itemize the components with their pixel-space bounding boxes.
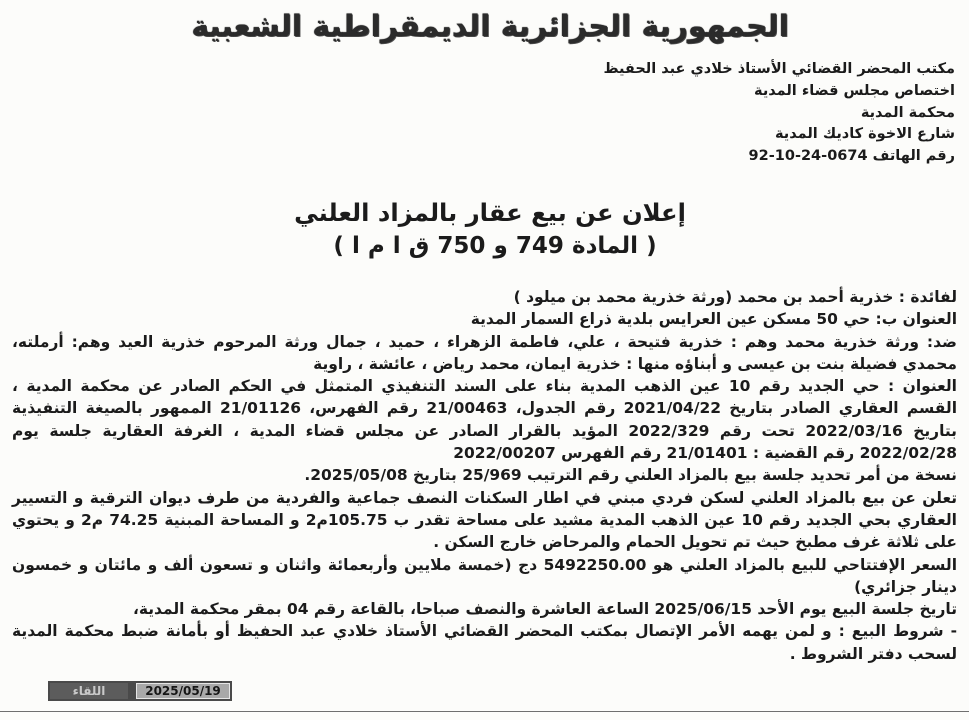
bottom-divider <box>0 711 969 712</box>
newspaper-name: اللقاء <box>50 683 128 699</box>
opening-price-line: السعر الإفتتاحي للبيع بالمزاد العلني هو 5492250.00 دج (خمسة ملايين وأربعمائة واثنان و تسعون ألف و مائتان و خمسون <box>12 555 957 574</box>
notice-body <box>12 286 957 665</box>
case-number-line: 2022/02/28 رقم القضية : 21/01401 رقم الفهرس 2022/00207 <box>453 444 957 463</box>
sale-conditions-line: - شروط البيع : و لمن يهمه الأمر الإتصال بمكتب المحضر القضائي الأستاذ خلادي عبد الحفيظ أو بأمانة ضبط محكمة المدية <box>12 622 957 641</box>
sale-conditions-continued-line: لسحب دفتر الشروط . <box>789 644 957 663</box>
sale-announcement-line: تعلن عن بيع بالمزاد العلني لسكن فردي مبني في اطار السكنات النصف جماعية والفردية من طرف ديوان الترقية و التسيير <box>12 488 957 507</box>
judgment-details-line: القسم العقاري الصادر بتاريخ 2021/04/22 رقم الجدول، 21/00463 رقم الفهرس، 21/01126 الممهور بالصيغة التنفيذية <box>12 399 958 418</box>
sale-session-date-line: تاريخ جلسة البيع يوم الأحد 2025/06/15 الساعة العاشرة والنصف صباحا، بالقاعة رقم 04 بمقر محكمة المدية، <box>132 600 957 619</box>
office-jurisdiction: اختصاص مجلس قضاء المدية <box>754 82 955 99</box>
office-address: شارع الاخوة كاديك المدية <box>775 126 955 143</box>
opening-price-continued-line: دينار جزائري) <box>854 577 957 596</box>
beneficiary-line: لفائدة : خذرية أحمد بن محمد (ورثة خذرية محمد بن ميلود ) <box>513 288 957 306</box>
defendants-continued-line: محمدي فضيلة بنت بن عيسى و أبناؤه منها : خذرية ايمان، محمد رياض ، عائشة ، راوية <box>313 354 957 373</box>
publication-date: 2025/05/19 <box>136 683 230 699</box>
enforcement-details-line: بتاريخ 2022/03/16 تحت رقم 2022/329 المؤيد بالقرار الصادر عن مجلس قضاء المدية ، الغرفة العقارية جلسة يوم <box>12 421 957 440</box>
republic-header: الجمهورية الجزائرية الديمقراطية الشعبية <box>191 9 789 44</box>
beneficiary-address-line: العنوان ب: حي 50 مسكن عين العرايس بلدية ذراع السمار المدية <box>470 310 957 329</box>
bailiff-office-info <box>575 59 955 168</box>
auction-order-line: نسخة من أمر تحديد جلسة بيع بالمزاد العلني رقم الترتيب 25/969 بتاريخ 2025/05/08. <box>304 466 957 485</box>
office-court: محكمة المدية <box>860 104 955 121</box>
defendants-line: ضد: ورثة خذرية محمد وهم : خذرية فتيحة ، علي، فاطمة الزهراء ، حميد ، جمال ورثة المرحوم خذرية العيد وهم: أرملته، <box>12 332 957 351</box>
property-rooms-line: على ثلاثة غرف مطبخ حيث تم تحويل الحمام والمرحاض خارج السكن . <box>433 533 957 552</box>
publication-footer <box>48 681 232 701</box>
office-name: مكتب المحضر القضائي الأستاذ خلادي عبد الحفيظ <box>603 61 955 77</box>
office-phone: رقم الهاتف 0674-24-10-92 <box>748 148 955 164</box>
property-description-line: العقاري بحي الجديد رقم 10 عين الذهب المدية مشيد على مساحة تقدر ب 105.75م2 و المساحة المبنية 74.25 م2 و يحتوي <box>12 510 957 529</box>
property-address-line: العنوان : حي الجديد رقم 10 عين الذهب المدية بناء على السند التنفيذي المتمثل في الحكم الصادر عن محكمة المدية ، <box>12 377 957 396</box>
notice-subtitle: ( المادة 749 و 750 ق ا م ا ) <box>333 233 657 259</box>
notice-title: إعلان عن بيع عقار بالمزاد العلني <box>294 198 686 227</box>
